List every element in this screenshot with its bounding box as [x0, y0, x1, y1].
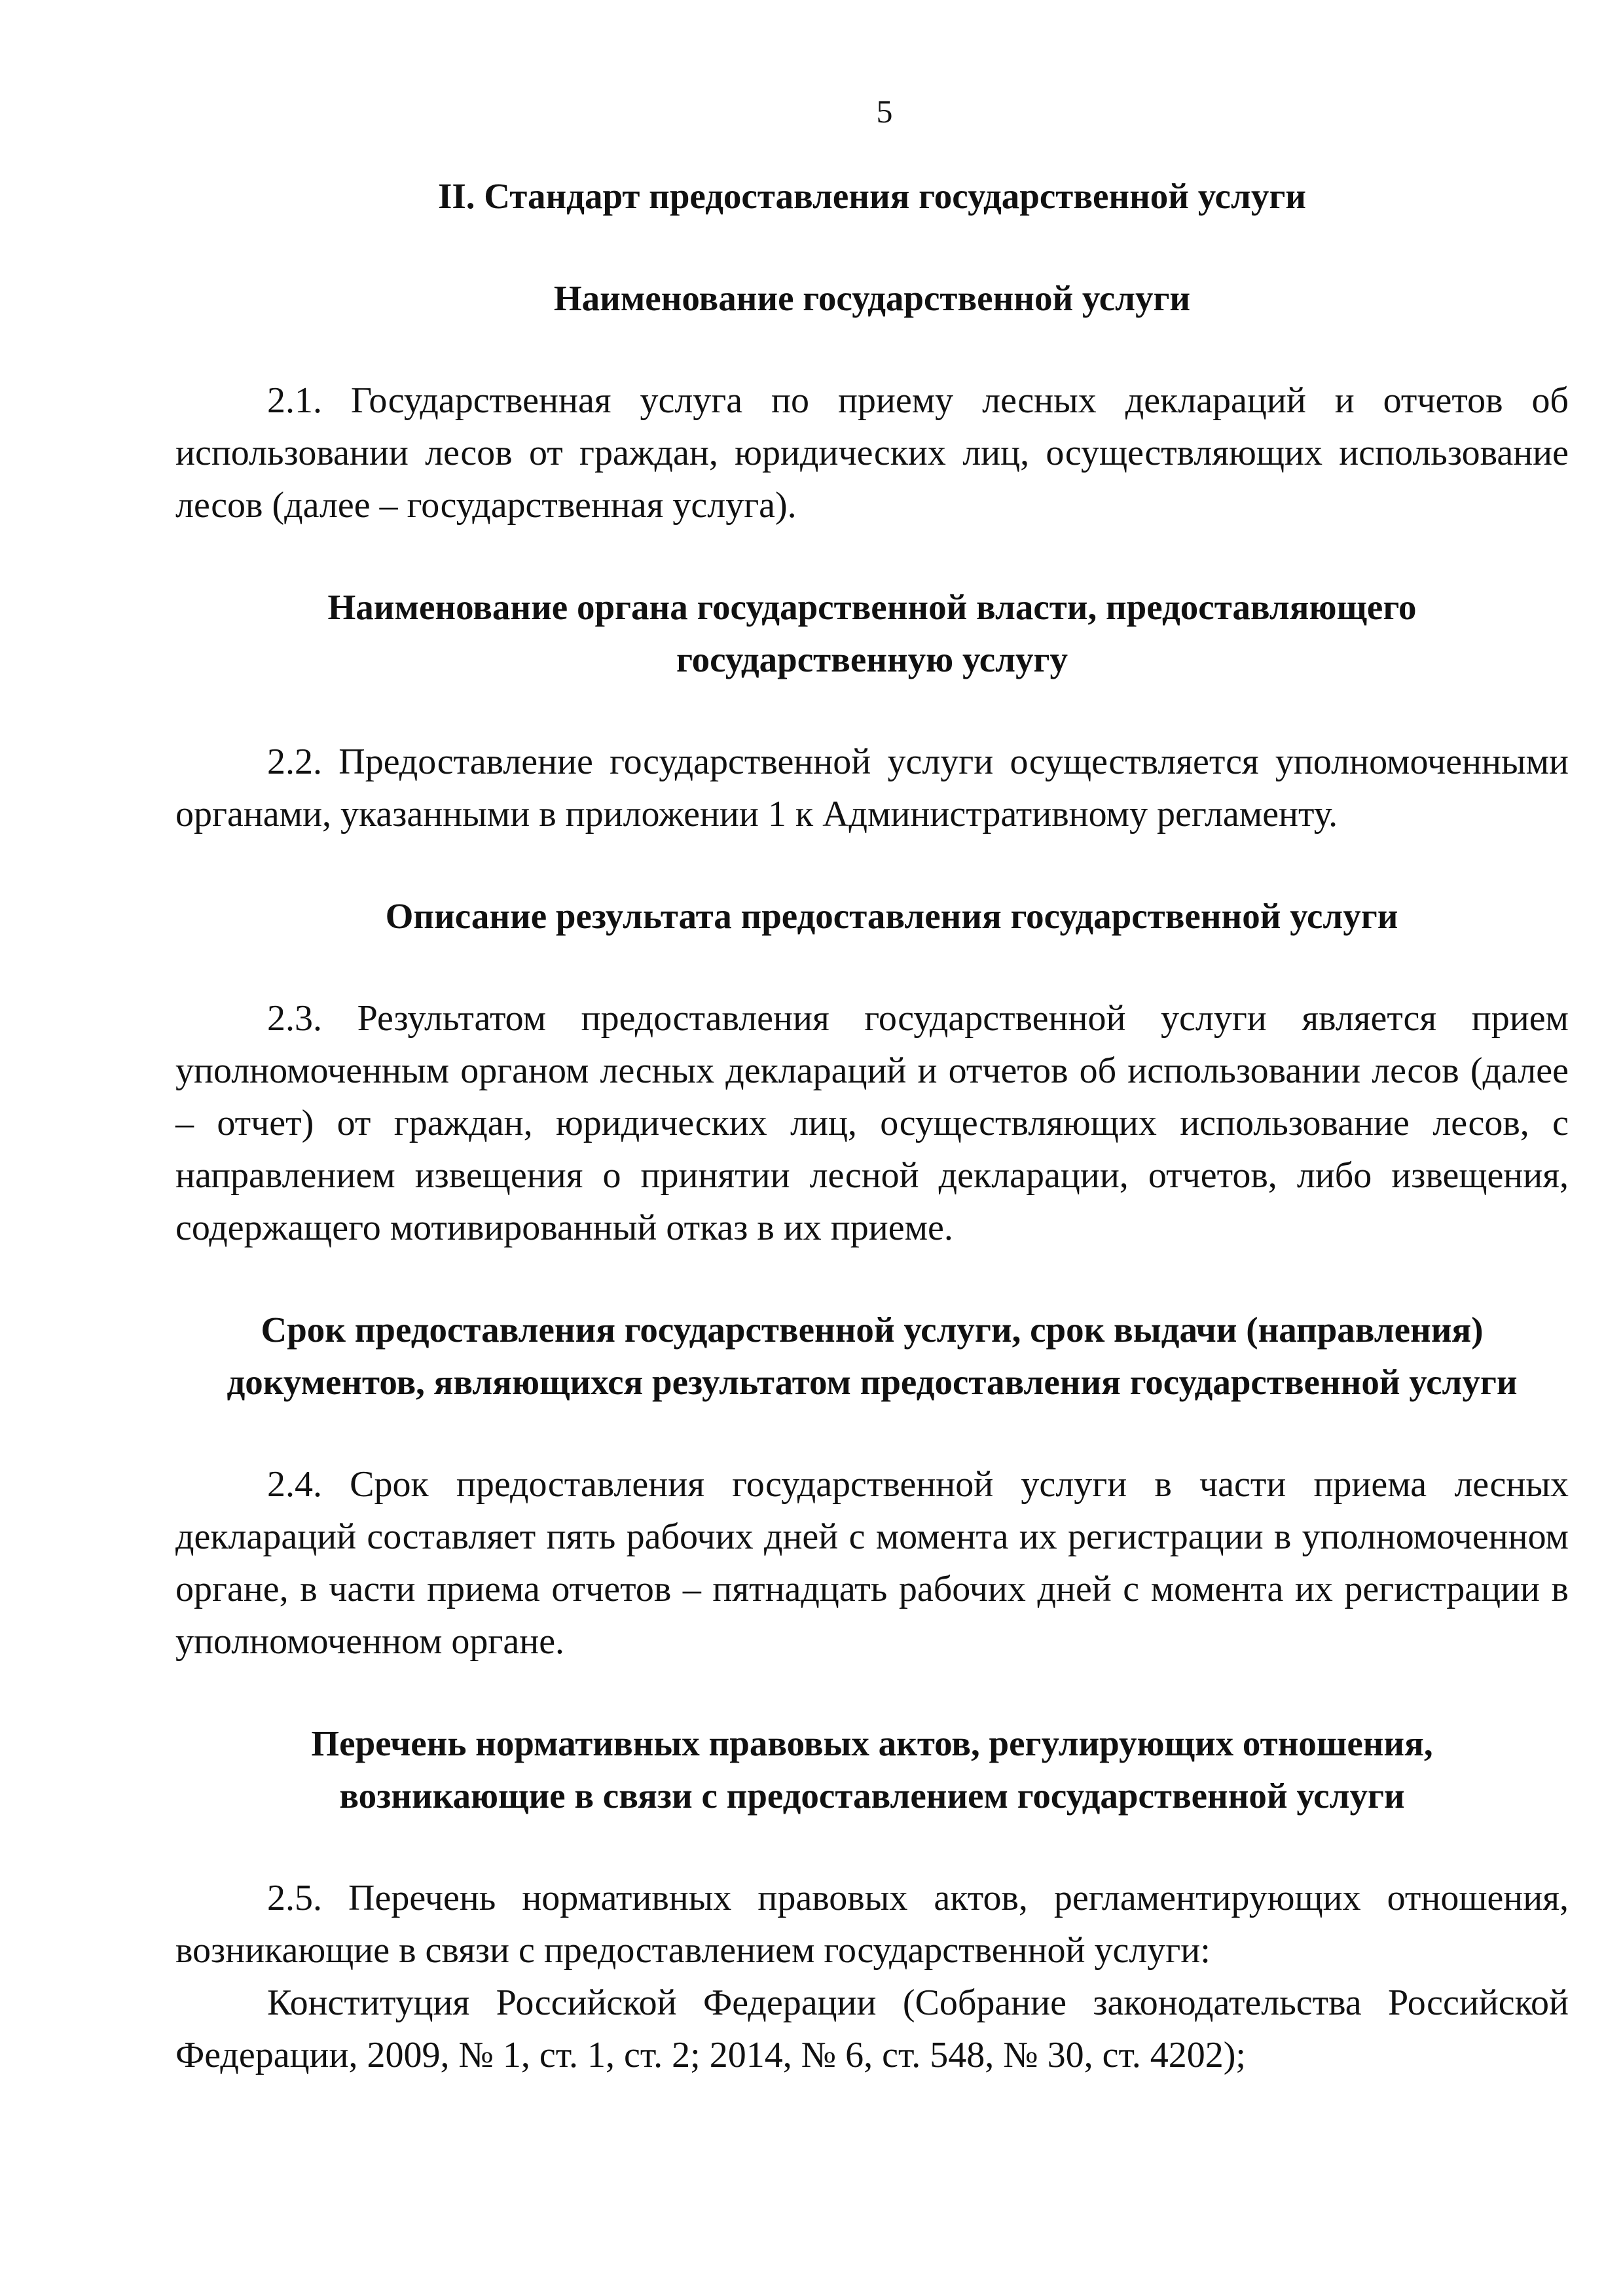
section-heading-legal-acts: Перечень нормативных правовых актов, регулирующих отношения, возникающие в связи с предоставлением государственной услуги	[311, 1723, 1433, 1816]
page-number: 5	[876, 93, 893, 130]
paragraph-constitution: Конституция Российской Федерации (Собрание законодательства Российской Федерации, 2009, № 1, ст. 1, ст. 2; 2014, № 6, ст. 548, № 30, ст. 4202);	[175, 1982, 1569, 2075]
paragraph-2-1: 2.1. Государственная услуга по приему лесных деклараций и отчетов об использовании лесов от граждан, юридических лиц, осуществляющих использование лесов (далее – государственная услуга).	[175, 380, 1569, 526]
page-content	[175, 92, 1569, 2081]
paragraph-2-5: 2.5. Перечень нормативных правовых актов, регламентирующих отношения, возникающие в связи с предоставлением государственной услуги:	[175, 1878, 1569, 1971]
chapter-title: II. Стандарт предоставления государственной услуги	[438, 176, 1306, 216]
section-heading-result: Описание результата предоставления государственной услуги	[385, 896, 1398, 936]
section-heading-term: Срок предоставления государственной услуги, срок выдачи (направления) документов, являющихся результатом предоставления государственной услуги	[227, 1310, 1518, 1402]
paragraph-2-3: 2.3. Результатом предоставления государственной услуги является прием уполномоченным органом лесных деклараций и отчетов об использовании лесов (далее – отчет) от граждан, юридических лиц, осуществляющих использование лесов, с направлением извещения о принятии лесной декларации, отчетов, либо извещения, содержащего мотивированный отказ в их приеме.	[175, 998, 1569, 1248]
paragraph-2-4: 2.4. Срок предоставления государственной услуги в части приема лесных деклараций составляет пять рабочих дней с момента их регистрации в уполномоченном органе, в части приема отчетов – пятнадцать рабочих дней с момента их регистрации в уполномоченном органе.	[175, 1464, 1569, 1662]
section-heading-service-name: Наименование государственной услуги	[553, 278, 1191, 318]
section-heading-authority: Наименование органа государственной власти, предоставляющего государственную услугу	[327, 587, 1417, 679]
paragraph-2-2: 2.2. Предоставление государственной услуги осуществляется уполномоченными органами, указанными в приложении 1 к Административному регламенту.	[175, 742, 1569, 834]
